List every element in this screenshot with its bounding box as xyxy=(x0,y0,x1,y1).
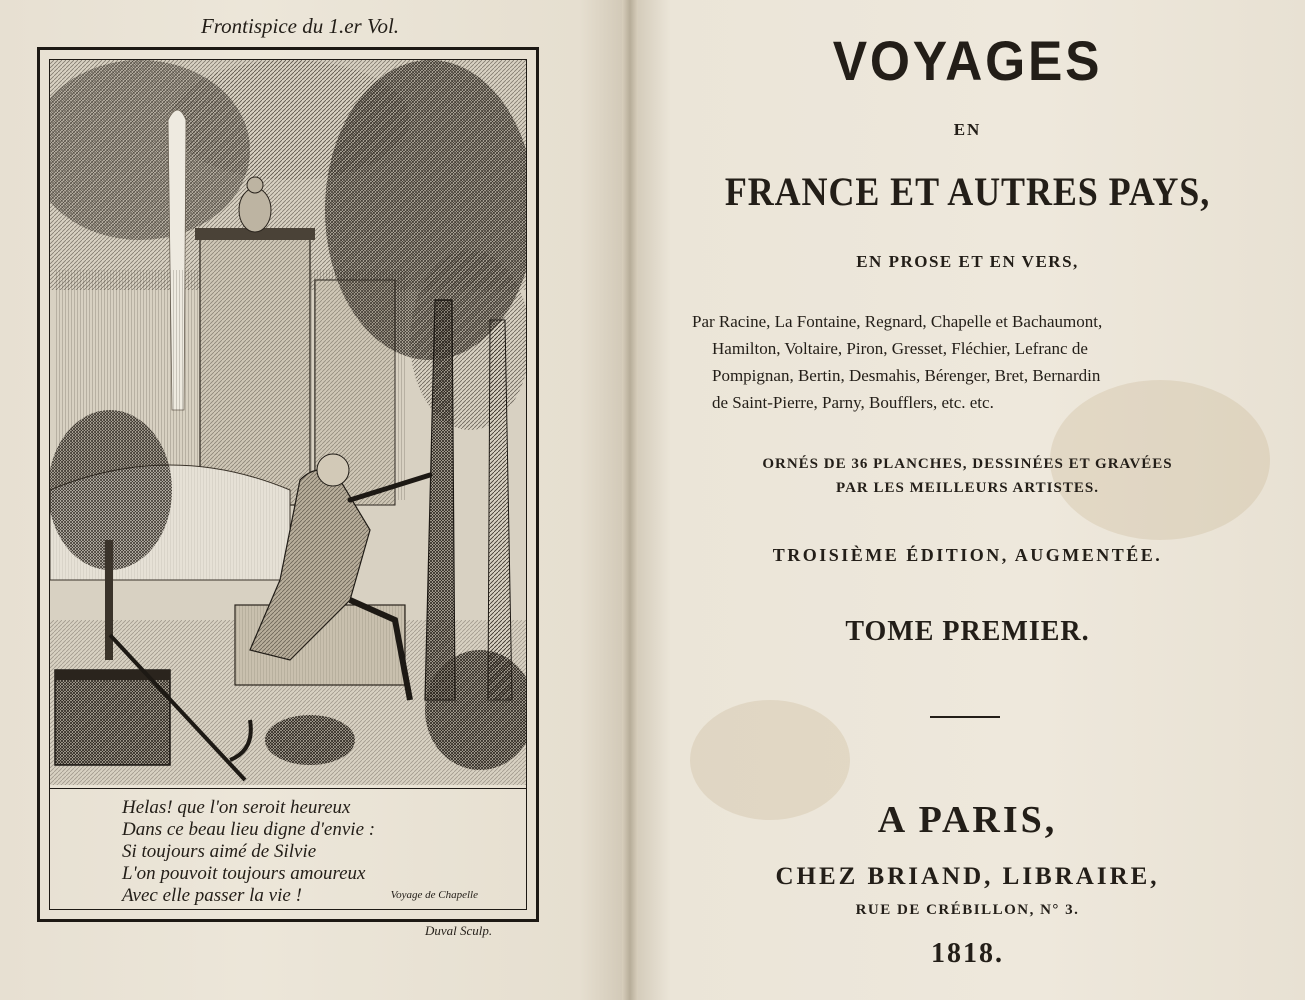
illustrations-line: PAR LES MEILLEURS ARTISTES. xyxy=(836,480,1099,496)
divider-rule xyxy=(930,716,1000,718)
authors-list xyxy=(692,308,1292,416)
verse-line: L'on pouvoit toujours amoureux xyxy=(122,863,366,884)
verse-line: Avec elle passer la vie ! xyxy=(122,885,302,906)
engraver-credit: Duval Sculp. xyxy=(425,923,493,938)
volume-statement: TOME PREMIER. xyxy=(845,616,1090,647)
garden-scene-image xyxy=(50,60,526,785)
authors-line: Pompignan, Bertin, Desmahis, Bérenger, Bret, Bernardin xyxy=(712,366,1101,385)
edition-statement: TROISIÈME ÉDITION, AUGMENTÉE. xyxy=(772,545,1163,565)
imprint-publisher: CHEZ BRIAND, LIBRAIRE, xyxy=(775,863,1160,890)
book-genre-line: EN PROSE ET EN VERS, xyxy=(856,252,1079,271)
verse-credit: Voyage de Chapelle xyxy=(390,889,478,901)
title-connector: EN xyxy=(953,120,982,139)
verse-box xyxy=(50,788,526,913)
verse-line: Si toujours aimé de Silvie xyxy=(122,841,317,862)
authors-line: de Saint-Pierre, Parny, Boufflers, etc. etc. xyxy=(712,393,994,412)
engraving-illustration xyxy=(50,60,526,785)
book-subtitle: FRANCE ET AUTRES PAYS, xyxy=(724,169,1211,214)
verse-line: Dans ce beau lieu digne d'envie : xyxy=(122,819,376,840)
engraving-plate xyxy=(37,47,539,922)
imprint-address: RUE DE CRÉBILLON, N° 3. xyxy=(855,902,1080,918)
authors-line: Hamilton, Voltaire, Piron, Gresset, Fléchier, Lefranc de xyxy=(712,339,1088,358)
authors-line: Par Racine, La Fontaine, Regnard, Chapelle et Bachaumont, xyxy=(692,312,1103,331)
imprint-city: A PARIS, xyxy=(877,799,1058,841)
book-gutter xyxy=(622,0,638,1000)
plate-inner-border xyxy=(49,59,527,910)
imprint-year: 1818. xyxy=(931,938,1004,969)
right-page-title xyxy=(630,0,1305,1000)
left-page-frontispiece xyxy=(0,0,630,1000)
frontispiece-caption: Frontispice du 1.er Vol. xyxy=(200,14,400,38)
book-title: VOYAGES xyxy=(832,29,1103,92)
illustrations-note xyxy=(630,452,1305,500)
illustrations-line: ORNÉS DE 36 PLANCHES, DESSINÉES ET GRAVÉES xyxy=(762,456,1173,472)
verse-line: Helas! que l'on seroit heureux xyxy=(122,797,351,818)
